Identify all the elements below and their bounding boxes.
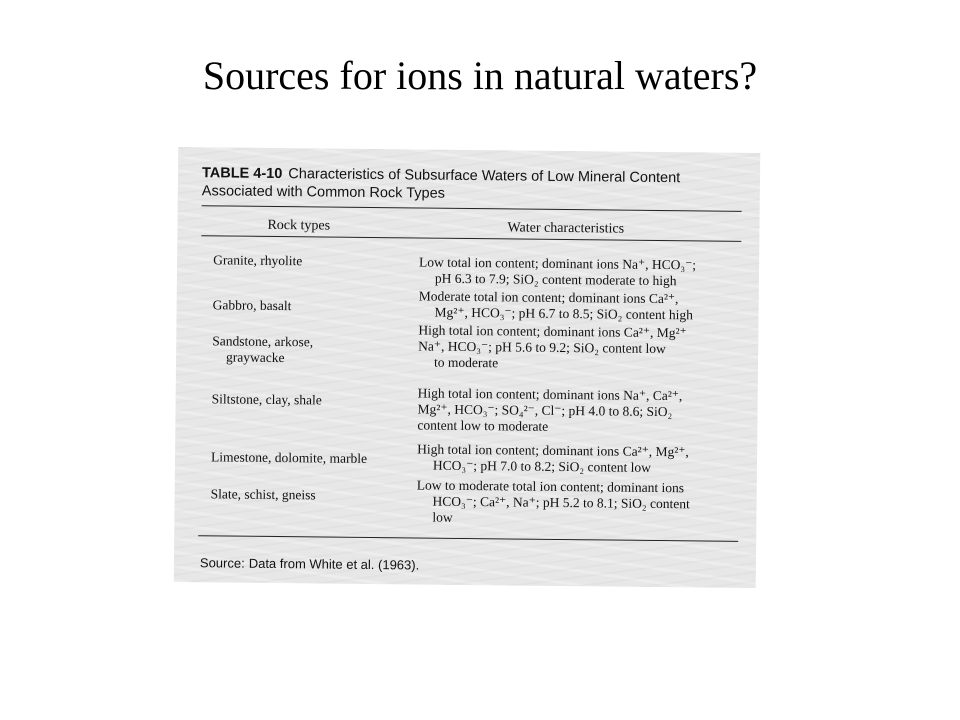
rock-type-cell	[213, 297, 413, 315]
scanned-table-image	[174, 147, 761, 588]
water-line: low	[432, 509, 453, 525]
water-line: content low to moderate	[417, 417, 549, 434]
rock-type-cell	[211, 486, 411, 504]
rock-type-text: Siltstone, clay, shale	[211, 391, 322, 408]
water-line: Mg²⁺, HCO₃⁻; pH 6.7 to 8.5; SiO₂ content high	[434, 304, 693, 323]
water-line: HCO₃⁻; Ca²⁺, Na⁺; pH 5.2 to 8.1; SiO₂ content	[432, 493, 690, 512]
rock-type-text: Gabbro, basalt	[212, 297, 292, 314]
rock-type-text: Limestone, dolomite, marble	[210, 449, 368, 466]
top-rule	[202, 205, 742, 212]
rock-type-cell	[212, 391, 412, 409]
bottom-rule	[198, 535, 738, 542]
water-line: Na⁺, HCO₃⁻; pH 5.6 to 9.2; SiO₂ content low	[418, 338, 666, 357]
rock-type-text: Slate, schist, gneiss	[210, 486, 316, 503]
rock-type-text: graywacke	[226, 349, 285, 366]
column-header-rock-types: Rock types	[267, 217, 331, 234]
column-header-water-characteristics: Water characteristics	[507, 220, 625, 237]
water-line: Low total ion content; dominant ions Na⁺, HCO₃⁻;	[419, 254, 697, 273]
table-caption	[202, 164, 742, 206]
rock-type-cell	[211, 449, 411, 467]
rock-type-cell	[212, 333, 412, 367]
water-characteristics-cell	[416, 477, 736, 528]
slide-title: Sources for ions in natural waters?	[202, 53, 758, 98]
table-row	[176, 383, 758, 434]
water-line: High total ion content; dominant ions Na⁺, Ca²⁺,	[417, 385, 683, 404]
water-line: pH 6.3 to 7.9; SiO₂ content moderate to high	[434, 270, 677, 289]
water-characteristics-cell	[418, 288, 738, 323]
water-line: to moderate	[433, 354, 499, 371]
table-caption-line2: Associated with Common Rock Types	[201, 183, 446, 202]
water-characteristics-cell	[418, 322, 738, 373]
source-text: Data from White et al. (1963).	[248, 555, 420, 573]
table-row	[177, 252, 759, 289]
rock-type-cell	[213, 252, 413, 270]
water-line: HCO₃⁻; pH 7.0 to 8.2; SiO₂ content low	[432, 457, 651, 475]
water-characteristics-cell	[417, 385, 737, 436]
source-label: Source:	[199, 555, 245, 571]
water-characteristics-cell	[419, 254, 739, 289]
water-line: High total ion content; dominant ions Ca²⁺, Mg²⁺,	[417, 441, 689, 460]
water-line: Moderate total ion content; dominant ions Ca²⁺,	[418, 288, 679, 307]
water-line: Low to moderate total ion content; dominant ions	[416, 477, 685, 496]
rock-type-text: Granite, rhyolite	[213, 252, 303, 269]
rock-type-text: Sandstone, arkose,	[212, 333, 314, 350]
table-caption-line1: Characteristics of Subsurface Waters of Low Mineral Content	[288, 166, 681, 187]
water-characteristics-cell	[417, 441, 737, 476]
table-source-note	[200, 555, 419, 572]
table-label: TABLE 4-10	[201, 165, 283, 183]
water-line: Mg²⁺, HCO₃⁻; SO₄²⁻, Cl⁻; pH 4.0 to 8.6; SiO₂	[417, 401, 673, 420]
water-line: High total ion content; dominant ions Ca²⁺, Mg²⁺	[418, 322, 687, 341]
table-row	[175, 439, 757, 475]
header-rule	[201, 235, 741, 242]
